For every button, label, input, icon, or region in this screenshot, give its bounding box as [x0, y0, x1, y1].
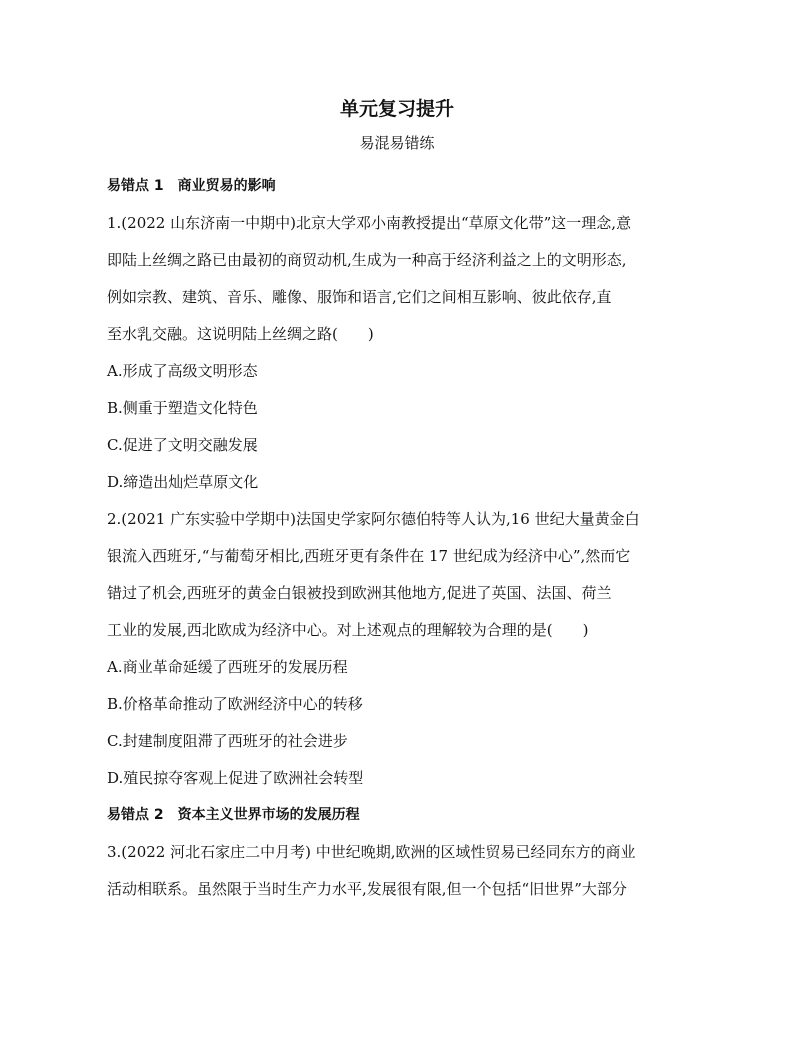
question-3-line: 活动相联系。虽然限于当时生产力水平,发展很有限,但一个包括“旧世界”大部分: [107, 880, 627, 898]
question-2-line: 工业的发展,西北欧成为经济中心。对上述观点的理解较为合理的是( ): [107, 621, 589, 639]
question-2: [107, 501, 697, 797]
question-1-line: 例如宗教、建筑、音乐、雕像、服饰和语言,它们之间相互影响、彼此依存,直: [107, 288, 612, 306]
question-1-option-c: C.促进了文明交融发展: [107, 436, 258, 454]
question-1-line: 即陆上丝绸之路已由最初的商贸动机,生成为一种高于经济利益之上的文明形态,: [107, 251, 627, 269]
section-heading-1: 易错点 1 商业贸易的影响: [107, 178, 276, 194]
question-2-option-b: B.价格革命推动了欧洲经济中心的转移: [107, 695, 363, 713]
content: [107, 168, 697, 908]
question-3: [107, 834, 697, 908]
question-2-option-a: A.商业革命延缓了西班牙的发展历程: [107, 658, 348, 676]
question-1-option-d: D.缔造出灿烂草原文化: [107, 473, 259, 491]
question-1-option-a: A.形成了高级文明形态: [107, 362, 258, 380]
question-1-line: 至水乳交融。这说明陆上丝绸之路( ): [107, 325, 374, 343]
page-subtitle: 易混易错练: [359, 134, 435, 152]
question-2-line: 银流入西班牙,“与葡萄牙相比,西班牙更有条件在 17 世纪成为经济中心”,然而它: [107, 547, 631, 565]
question-2-option-c: C.封建制度阻滞了西班牙的社会进步: [107, 732, 348, 750]
question-2-line: 2.(2021 广东实验中学期中)法国史学家阿尔德伯特等人认为,16 世纪大量黄金白: [107, 510, 640, 528]
question-1-line: 1.(2022 山东济南一中期中)北京大学邓小南教授提出“草原文化带”这一理念,意: [107, 214, 632, 232]
question-1: [107, 205, 697, 501]
question-2-option-d: D.殖民掠夺客观上促进了欧洲社会转型: [107, 769, 364, 787]
page-title: 单元复习提升: [339, 98, 454, 120]
question-1-option-b: B.侧重于塑造文化特色: [107, 399, 258, 417]
section-heading-2: 易错点 2 资本主义世界市场的发展历程: [107, 807, 360, 823]
question-2-line: 错过了机会,西班牙的黄金白银被投到欧洲其他地方,促进了英国、法国、荷兰: [107, 584, 612, 602]
question-3-line: 3.(2022 河北石家庄二中月考) 中世纪晚期,欧洲的区域性贸易已经同东方的商业: [107, 843, 636, 861]
